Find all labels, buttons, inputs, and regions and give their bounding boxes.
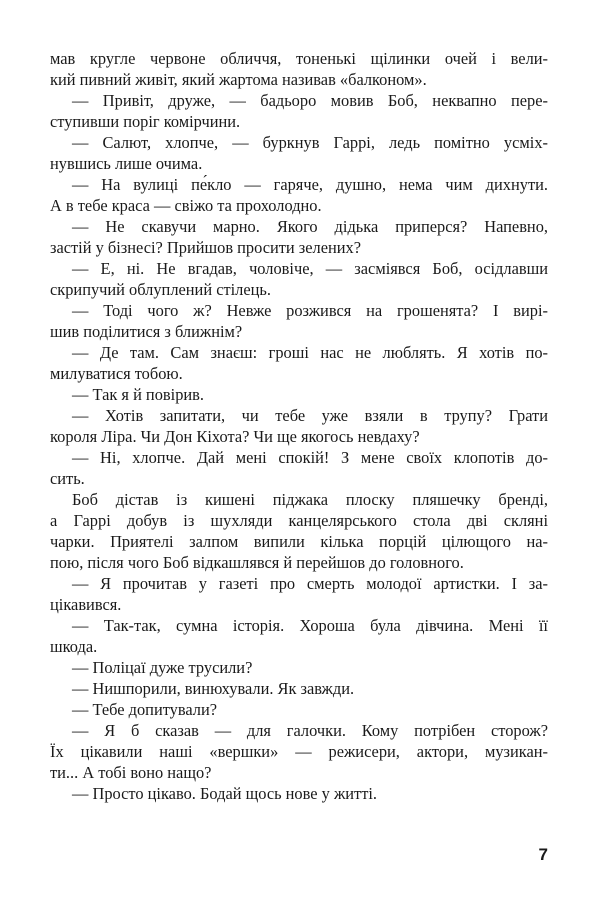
text-line: ти... А тобі воно нащо? [50, 763, 212, 782]
text-line: — Нишпорили, винюхували. Як завжди. [72, 679, 355, 698]
text-line: — Тебе допитували? [72, 700, 218, 719]
text-line: цікавився. [50, 595, 122, 614]
text-line: милуватися тобою. [50, 364, 183, 383]
text-line: скрипучий облуплений стілець. [50, 280, 271, 299]
text-line: — Тоді чого ж? Невже розжився на грошенята? І вирі- [72, 301, 548, 320]
page-number: 7 [538, 845, 548, 864]
text-line: пою, після чого Боб відкашлявся й перейшов до головного. [50, 553, 464, 572]
text-line: шив поділитися з ближнім? [50, 322, 243, 341]
text-line: — Не скавучи марно. Якого дідька приперся? Напевно, [72, 217, 548, 236]
text-line: — На вулиці пе́кло — гаряче, душно, нема чим дихнути. [72, 175, 548, 194]
text-line: Їх цікавили наші «вершки» — режисери, актори, музикан- [50, 742, 548, 761]
text-line: а Гаррі добув із шухляди канцелярського стола дві скляні [50, 511, 548, 530]
text-line: шкода. [50, 637, 98, 656]
text-line: сить. [50, 469, 85, 488]
text-line: — Просто цікаво. Бодай щось нове у житті. [72, 784, 378, 803]
text-line: застій у бізнесі? Прийшов просити зелених? [50, 238, 362, 257]
text-line: мав кругле червоне обличчя, тоненькі щілинки очей і вели- [50, 49, 548, 68]
text-line: — Так я й повірив. [72, 385, 204, 404]
text-line: — Де там. Сам знаєш: гроші нас не люблять. Я хотів по- [72, 343, 548, 362]
text-line: — Привіт, друже, — бадьоро мовив Боб, неквапно пере- [72, 91, 548, 110]
text-line: — Е, ні. Не вгадав, чоловіче, — засміявся Боб, осідлавши [72, 259, 548, 278]
text-line: нувшись лише очима. [50, 154, 203, 173]
text-line: — Хотів запитати, чи тебе уже взяли в трупу? Грати [72, 406, 548, 425]
text-line: — Поліцаї дуже трусили? [72, 658, 253, 677]
text-line: — Я б сказав — для галочки. Кому потрібен сторож? [72, 721, 548, 740]
text-line: Боб дістав із кишені піджака плоску пляшечку бренді, [72, 490, 548, 509]
text-line: А в тебе краса — свіжо та прохолодно. [50, 196, 322, 215]
text-line: короля Ліра. Чи Дон Кіхота? Чи ще якогось невдаху? [50, 427, 420, 446]
text-line: чарки. Приятелі залпом випили кілька порцій цілющого на- [50, 532, 548, 551]
text-line: — Я прочитав у газеті про смерть молодої артистки. І за- [72, 574, 548, 593]
text-line: — Ні, хлопче. Дай мені спокій! З мене своїх клопотів до- [72, 448, 548, 467]
text-line: — Салют, хлопче, — буркнув Гаррі, ледь помітно усміх- [72, 133, 548, 152]
text-line: — Так-так, сумна історія. Хороша була дівчина. Мені її [72, 616, 548, 635]
text-line: кий пивний живіт, який жартома називав «балконом». [50, 70, 427, 89]
text-line: ступивши поріг комірчини. [50, 112, 241, 131]
page-body-text [50, 48, 548, 804]
